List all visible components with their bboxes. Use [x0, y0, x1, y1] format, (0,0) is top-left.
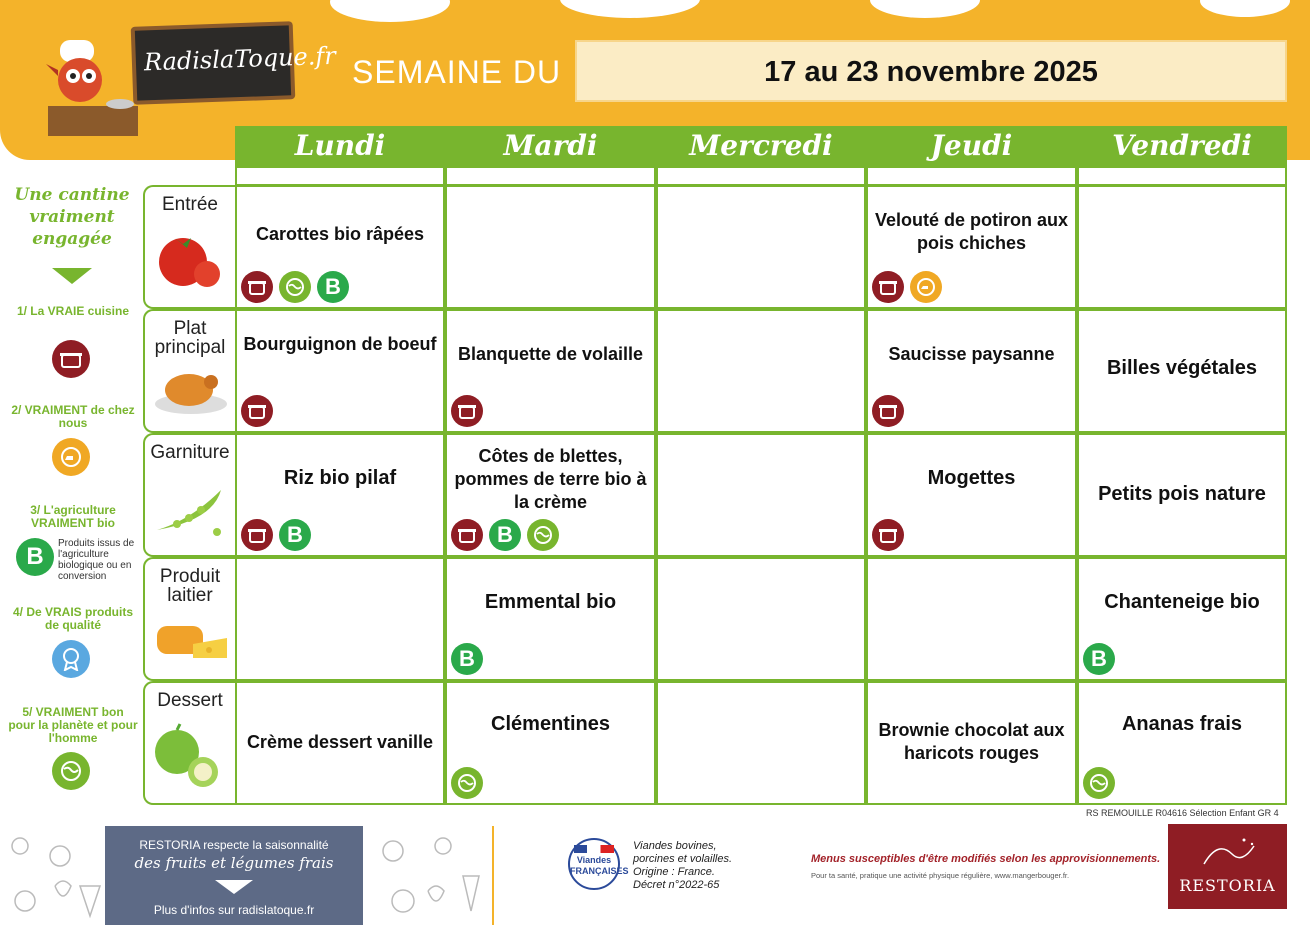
bio-icon: B: [489, 519, 521, 551]
menu-reference: RS REMOUILLE R04616 Sélection Enfant GR 4: [1086, 808, 1279, 818]
label-icons: [241, 271, 349, 303]
viandes-line: Viandes bovines,: [633, 840, 717, 852]
menu-cell-entree-mercredi: [656, 185, 866, 309]
label-icons: [1083, 643, 1115, 675]
pot-icon: [451, 519, 483, 551]
dish-name: Billes végétales: [1106, 357, 1258, 379]
planet-icon: [451, 767, 483, 799]
menus-modifies-notice: Menus susceptibles d'être modifiés selon les approvisionnements.: [811, 853, 1161, 865]
menu-cell-entree-vendredi: [1077, 185, 1287, 309]
row-label-text: Dessert: [157, 690, 223, 711]
viandes-line: porcines et volailles.: [633, 853, 733, 865]
radislatoque-logo[interactable]: [131, 21, 337, 105]
sante-notice: Pour ta santé, pratique une activité physique régulière, www.mangerbouger.fr.: [811, 871, 1070, 880]
roast-chicken-icon: [153, 364, 229, 421]
row-label-dessert: [143, 681, 235, 805]
arrow-down-icon: [215, 880, 253, 894]
dish-name: Riz bio pilaf: [283, 467, 397, 489]
dish-name: Chanteneige bio: [1104, 591, 1260, 613]
arrow-down-icon: [52, 268, 92, 284]
viandes-line: Décret n°2022-65: [633, 879, 720, 891]
label-icons: [451, 767, 483, 799]
menu-cell-plat-jeudi: [866, 309, 1077, 433]
day-header-jeudi: Jeudi: [866, 126, 1077, 168]
menu-cell-garniture-mercredi: [656, 433, 866, 557]
planet-icon: [279, 271, 311, 303]
bio-icon: B: [279, 519, 311, 551]
menu-cell-entree-lundi: [235, 185, 445, 309]
saisonnalite-line2: des fruits et légumes frais: [134, 854, 334, 872]
menu-cell-plat-mardi: [445, 309, 656, 433]
viandes-origine-text: [633, 840, 732, 892]
restoria-saisonnalite-box[interactable]: [105, 826, 363, 925]
viandes-line: Origine : France.: [633, 866, 715, 878]
menu-cell-garniture-mardi: [445, 433, 656, 557]
menu-cell-laitier-lundi: [235, 557, 445, 681]
restoria-logo: [1168, 824, 1287, 909]
label-icons: [451, 643, 483, 675]
footer-divider: [492, 826, 494, 925]
sidebar-title: Une cantine vraiment engagée: [14, 185, 130, 249]
menu-cell-laitier-jeudi: [866, 557, 1077, 681]
menu-cell-garniture-vendredi: [1077, 433, 1287, 557]
label-icons: [1083, 767, 1115, 799]
sidebar-item-planete: 5/ VRAIMENT bon pour la planète et pour l'homme: [8, 705, 138, 745]
day-subheader: [656, 168, 866, 186]
day-header-mardi: Mardi: [445, 126, 656, 168]
label-icons: [872, 519, 904, 551]
day-header-vendredi: Vendredi: [1077, 126, 1287, 168]
row-label-text: Entrée: [162, 194, 218, 215]
peas-icon: [153, 484, 231, 545]
dish-name: Côtes de blettes, pommes de terre bio à la crème: [454, 446, 647, 512]
pot-icon: [872, 519, 904, 551]
pot-icon: [241, 519, 273, 551]
pot-icon: [451, 395, 483, 427]
planet-icon: [52, 752, 90, 790]
day-subheader: [445, 168, 656, 186]
day-header-mercredi: Mercredi: [656, 126, 866, 168]
menu-cell-plat-mercredi: [656, 309, 866, 433]
dish-name: Petits pois nature: [1098, 483, 1266, 505]
semaine-label: SEMAINE DU: [352, 54, 562, 90]
day-subheader: [866, 168, 1077, 186]
pot-icon: [241, 271, 273, 303]
pot-icon: [872, 271, 904, 303]
day-subheader: [1077, 168, 1287, 186]
sidebar-item-chez-nous: 2/ VRAIMENT de chez nous: [11, 403, 135, 430]
dish-name: Carottes bio râpées: [255, 224, 425, 244]
bio-icon: B: [317, 271, 349, 303]
planet-icon: [527, 519, 559, 551]
label-icons: [451, 519, 559, 551]
row-label-text: Produit laitier: [159, 566, 221, 606]
restoria-emblem-icon: [1196, 834, 1260, 874]
tomato-icon: [153, 226, 223, 297]
row-label-entree: [143, 185, 235, 309]
bio-icon: B: [451, 643, 483, 675]
row-label-plat: [143, 309, 235, 433]
label-icons: [241, 395, 273, 427]
bio-note: Produits issus de l'agriculture biologique ou en conversion: [58, 538, 135, 582]
dish-name: Emmental bio: [484, 591, 617, 613]
viandes-francaises-logo: [568, 838, 629, 890]
dish-name: Bourguignon de boeuf: [243, 334, 437, 354]
menu-cell-entree-jeudi: [866, 185, 1077, 309]
menu-cell-garniture-lundi: [235, 433, 445, 557]
day-subheader: [235, 168, 445, 186]
bio-icon: B: [1083, 643, 1115, 675]
pot-icon: [241, 395, 273, 427]
label-icons: [241, 519, 311, 551]
sidebar-item-qualite: 4/ De VRAIS produits de qualité: [12, 605, 134, 632]
row-label-laitier: [143, 557, 235, 681]
dish-name: Crème dessert vanille: [246, 732, 434, 752]
dish-name: Brownie chocolat aux haricots rouges: [878, 720, 1065, 763]
menu-cell-laitier-mardi: [445, 557, 656, 681]
cheese-icon: [153, 620, 229, 669]
menu-cell-plat-lundi: [235, 309, 445, 433]
planet-icon: [1083, 767, 1115, 799]
menu-cell-dessert-jeudi: [866, 681, 1077, 805]
quality-medal-icon: [52, 640, 90, 678]
sidebar-item-bio: 3/ L'agriculture VRAIMENT bio: [30, 503, 116, 530]
dish-name: Clémentines: [491, 713, 610, 735]
label-icons: [451, 395, 483, 427]
menu-cell-laitier-vendredi: [1077, 557, 1287, 681]
bio-icon: B: [16, 538, 54, 576]
row-label-garniture: [143, 433, 235, 557]
menu-cell-plat-vendredi: [1077, 309, 1287, 433]
more-info-link[interactable]: Plus d'infos sur radislatoque.fr: [153, 903, 315, 917]
apple-icon: [153, 722, 223, 793]
saisonnalite-line1: RESTORIA respecte la saisonnalité: [139, 838, 329, 852]
date-box: [575, 40, 1287, 102]
logo-text: RadislaToque.fr: [143, 41, 337, 77]
local-farm-icon: [52, 438, 90, 476]
viandes-logo-text: Viandes FRANÇAISES: [570, 855, 629, 876]
menu-cell-dessert-mercredi: [656, 681, 866, 805]
dish-name: Blanquette de volaille: [457, 344, 644, 364]
day-header-lundi: Lundi: [235, 126, 445, 168]
restoria-logo-text: RESTORIA: [1179, 876, 1276, 895]
pot-icon: [52, 340, 90, 378]
row-label-text: Plat principal: [154, 318, 226, 358]
local-farm-icon: [910, 271, 942, 303]
menu-cell-entree-mardi: [445, 185, 656, 309]
flag-stripe: [574, 845, 614, 853]
sidebar-item-vraie-cuisine: 1/ La VRAIE cuisine: [16, 304, 130, 318]
fruits-doodle-icon: [363, 826, 493, 925]
vegetables-doodle-icon: [0, 826, 105, 925]
pot-icon: [872, 395, 904, 427]
menu-cell-garniture-jeudi: [866, 433, 1077, 557]
chef-mascot-icon: [40, 30, 140, 140]
menu-cell-dessert-lundi: [235, 681, 445, 805]
dish-name: Mogettes: [927, 467, 1016, 489]
label-icons: [872, 271, 942, 303]
label-icons: [872, 395, 904, 427]
menu-cell-dessert-vendredi: [1077, 681, 1287, 805]
menu-cell-dessert-mardi: [445, 681, 656, 805]
row-label-text: Garniture: [150, 442, 230, 463]
date-range: 17 au 23 novembre 2025: [764, 56, 1098, 88]
dish-name: Saucisse paysanne: [888, 344, 1055, 364]
dish-name: Velouté de potiron aux pois chiches: [874, 210, 1069, 253]
menu-cell-laitier-mercredi: [656, 557, 866, 681]
dish-name: Ananas frais: [1121, 713, 1243, 735]
